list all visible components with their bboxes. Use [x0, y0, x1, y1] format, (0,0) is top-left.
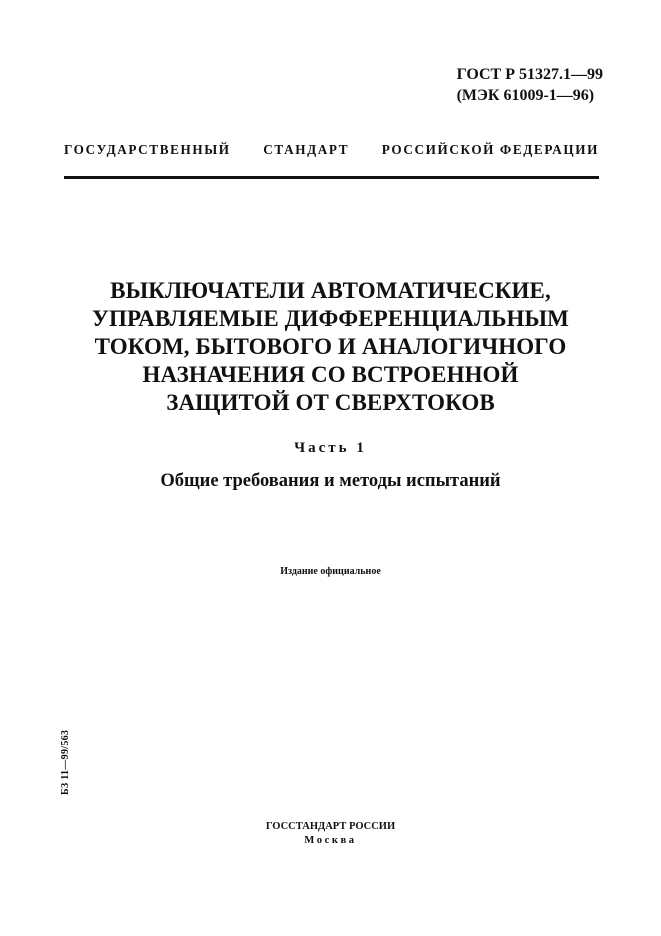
side-code: БЗ 11—99/563	[60, 729, 71, 795]
document-header	[64, 142, 599, 158]
subtitle: Общие требования и методы испытаний	[160, 471, 501, 491]
publisher-block	[0, 820, 661, 848]
header-word-2: СТАНДАРТ	[263, 142, 350, 157]
title-line-4: НАЗНАЧЕНИЯ СО ВСТРОЕННОЙ	[142, 362, 519, 387]
title-line-5: ЗАЩИТОЙ ОТ СВЕРХТОКОВ	[166, 390, 495, 415]
header-word-3: РОССИЙСКОЙ ФЕДЕРАЦИИ	[381, 142, 599, 157]
part-number: Часть 1	[294, 440, 367, 456]
header-word-1: ГОСУДАРСТВЕННЫЙ	[64, 142, 231, 157]
publisher-name: ГОССТАНДАРТ РОССИИ	[265, 821, 396, 832]
title-line-1: ВЫКЛЮЧАТЕЛИ АВТОМАТИЧЕСКИЕ,	[110, 278, 551, 303]
standard-equivalent: (МЭК 61009-1—96)	[456, 87, 595, 104]
title-line-2: УПРАВЛЯЕМЫЕ ДИФФЕРЕНЦИАЛЬНЫМ	[92, 306, 569, 331]
main-title	[0, 277, 661, 417]
title-line-3: ТОКОМ, БЫТОВОГО И АНАЛОГИЧНОГО	[94, 334, 567, 359]
edition-note: Издание официальное	[280, 566, 381, 577]
header-rule	[64, 176, 599, 179]
publisher-city: Москва	[304, 835, 357, 846]
standard-number-block	[457, 64, 603, 106]
standard-number: ГОСТ Р 51327.1—99	[456, 66, 603, 83]
